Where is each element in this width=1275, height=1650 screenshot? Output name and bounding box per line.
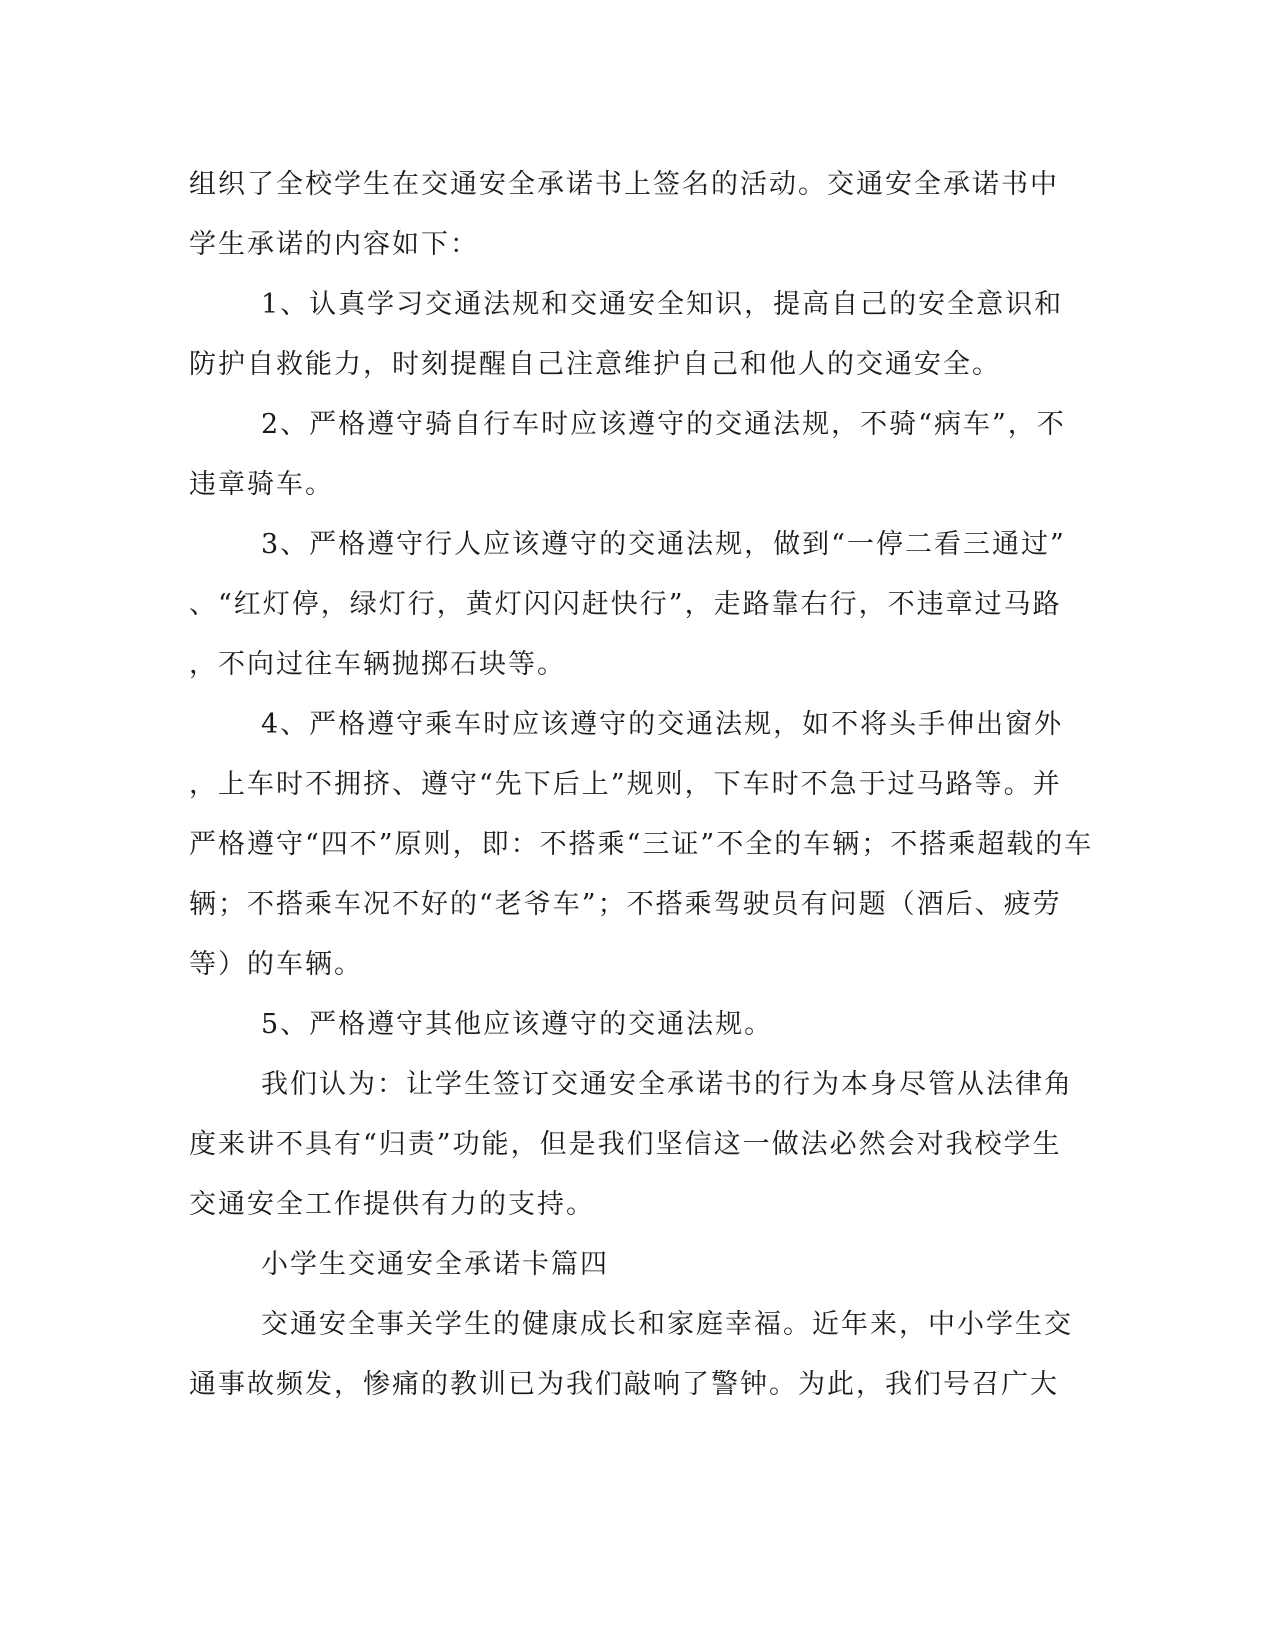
text-line: 学生承诺的内容如下： bbox=[189, 229, 479, 260]
text-line: ，不向过往车辆抛掷石块等。 bbox=[189, 649, 566, 680]
document-body bbox=[189, 155, 1094, 1415]
text-line: 组织了全校学生在交通安全承诺书上签名的活动。交通安全承诺书中 bbox=[189, 169, 1059, 200]
text-line: 等）的车辆。 bbox=[189, 949, 363, 980]
text-line: 1、认真学习交通法规和交通安全知识，提高自己的安全意识和 bbox=[261, 289, 1064, 320]
text-line: 防护自救能力，时刻提醒自己注意维护自己和他人的交通安全。 bbox=[189, 349, 1001, 380]
text-line: 我们认为：让学生签订交通安全承诺书的行为本身尽管从法律角 bbox=[261, 1069, 1073, 1100]
text-line: 辆；不搭乘车况不好的“老爷车”；不搭乘驾驶员有问题（酒后、疲劳 bbox=[189, 889, 1062, 920]
text-line: 严格遵守“四不”原则，即：不搭乘“三证”不全的车辆；不搭乘超载的车 bbox=[189, 829, 1094, 860]
text-line: 度来讲不具有“归责”功能，但是我们坚信这一做法必然会对我校学生 bbox=[189, 1129, 1062, 1160]
section-heading: 小学生交通安全承诺卡篇四 bbox=[261, 1249, 609, 1280]
text-line: 违章骑车。 bbox=[189, 469, 334, 500]
text-line: 2、严格遵守骑自行车时应该遵守的交通法规，不骑“病车”，不 bbox=[261, 409, 1066, 440]
text-line: 交通安全工作提供有力的支持。 bbox=[189, 1189, 595, 1220]
text-line: ，上车时不拥挤、遵守“先下后上”规则，下车时不急于过马路等。并 bbox=[189, 769, 1062, 800]
text-line: 、“红灯停，绿灯行，黄灯闪闪赶快行”，走路靠右行，不违章过马路 bbox=[189, 589, 1062, 620]
text-line: 交通安全事关学生的健康成长和家庭幸福。近年来，中小学生交 bbox=[261, 1309, 1073, 1340]
text-line: 5、严格遵守其他应该遵守的交通法规。 bbox=[261, 1009, 774, 1040]
text-line: 通事故频发，惨痛的教训已为我们敲响了警钟。为此，我们号召广大 bbox=[189, 1369, 1059, 1400]
text-line: 4、严格遵守乘车时应该遵守的交通法规，如不将头手伸出窗外 bbox=[261, 709, 1064, 740]
text-line: 3、严格遵守行人应该遵守的交通法规，做到“一停二看三通过” bbox=[261, 529, 1066, 560]
